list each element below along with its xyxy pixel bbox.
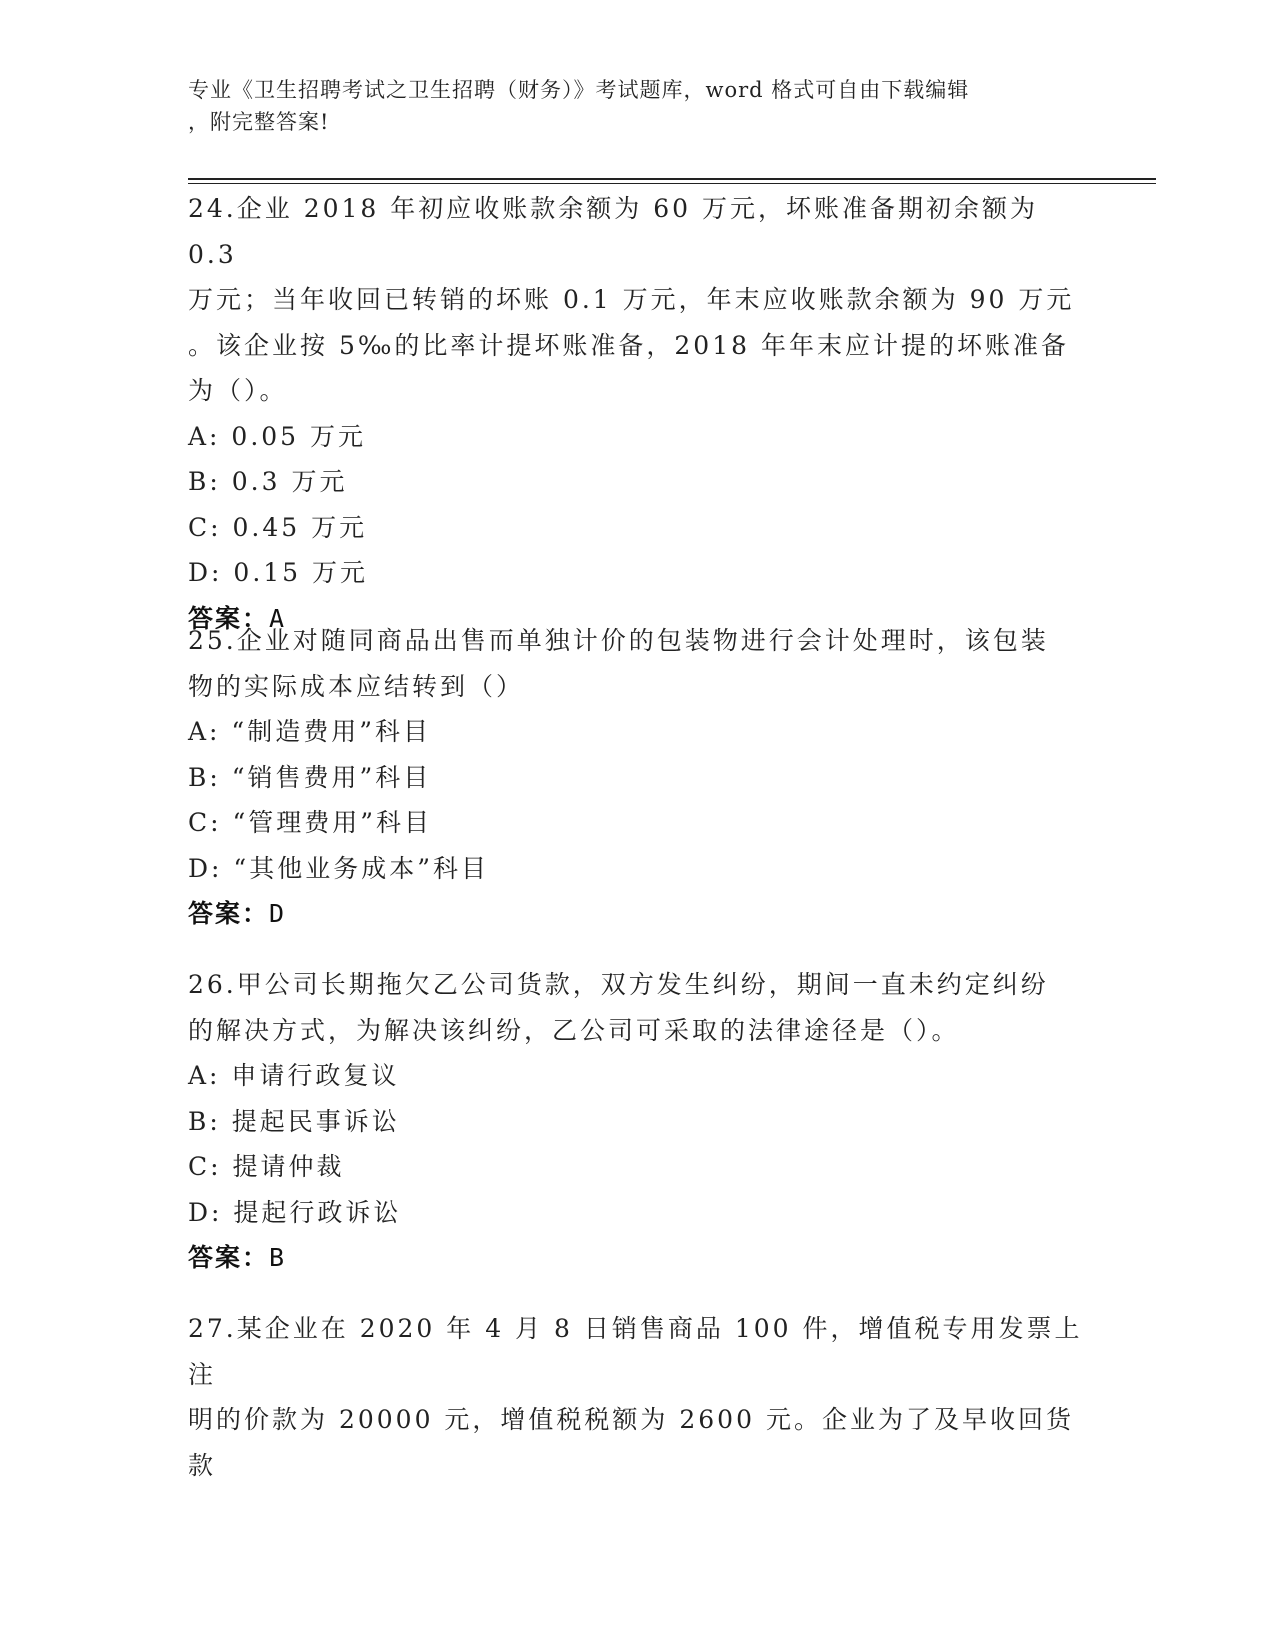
option-d: D: 提起行政诉讼 [188, 1197, 402, 1227]
question-stem-line: 物的实际成本应结转到（） [188, 671, 525, 701]
option-c: C: 0.45 万元 [188, 512, 368, 542]
option-c: C: “管理费用”科目 [188, 808, 433, 837]
question-stem-line: 25.企业对随同商品出售而单独计价的包装物进行会计处理时，该包装 [188, 626, 1049, 655]
question-27 [188, 1306, 1088, 1488]
answer-value: A [269, 603, 287, 633]
answer-line [188, 891, 1088, 937]
option-c: C: 提请仲裁 [188, 1152, 345, 1181]
question-stem-line: 的解决方式，为解决该纠纷，乙公司可采取的法律途径是（）。 [188, 1015, 960, 1045]
question-stem-line: 26.甲公司长期拖欠乙公司货款，双方发生纠纷，期间一直未约定纠纷 [188, 970, 1049, 999]
page-header [188, 74, 1088, 138]
option-b: B: “销售费用”科目 [188, 762, 432, 792]
header-rule-thin [188, 183, 1156, 184]
question-stem-line: 27.某企业在 2020 年 4 月 8 日销售商品 100 件，增值税专用发票上注 [188, 1314, 1083, 1389]
question-25 [188, 618, 1088, 937]
header-line-1: 专业《卫生招聘考试之卫生招聘（财务）》考试题库，word 格式可自由下载编辑 [188, 78, 970, 102]
question-26 [188, 962, 1088, 1281]
header-line-2: ，附完整答案! [188, 110, 330, 134]
answer-label: 答案： [188, 899, 270, 928]
option-a: A: 申请行政复议 [188, 1061, 400, 1090]
header-rule-thick [188, 178, 1156, 180]
answer-label: 答案： [188, 603, 270, 633]
option-b: B: 0.3 万元 [188, 467, 348, 496]
option-b: B: 提起民事诉讼 [188, 1106, 400, 1136]
question-24 [188, 186, 1088, 641]
answer-line [188, 1235, 1088, 1281]
question-stem-line: 万元；当年收回已转销的坏账 0.1 万元，年末应收账款余额为 90 万元 [188, 285, 1075, 314]
answer-value: D [269, 899, 287, 928]
option-d: D: 0.15 万元 [188, 558, 369, 587]
question-stem-line: 明的价款为 20000 元，增值税税额为 2600 元。企业为了及早收回货款 [188, 1405, 1074, 1480]
question-stem-line: 。该企业按 5‰的比率计提坏账准备，2018 年年末应计提的坏账准备 [188, 330, 1069, 360]
question-stem-line: 为（）。 [188, 376, 288, 405]
answer-value: B [269, 1243, 287, 1272]
option-d: D: “其他业务成本”科目 [188, 853, 489, 883]
option-a: A: 0.05 万元 [188, 421, 367, 451]
answer-label: 答案： [188, 1243, 270, 1272]
question-stem-line: 24.企业 2018 年初应收账款余额为 60 万元，坏账准备期初余额为 0.3 [188, 194, 1038, 269]
option-a: A: “制造费用”科目 [188, 717, 431, 746]
